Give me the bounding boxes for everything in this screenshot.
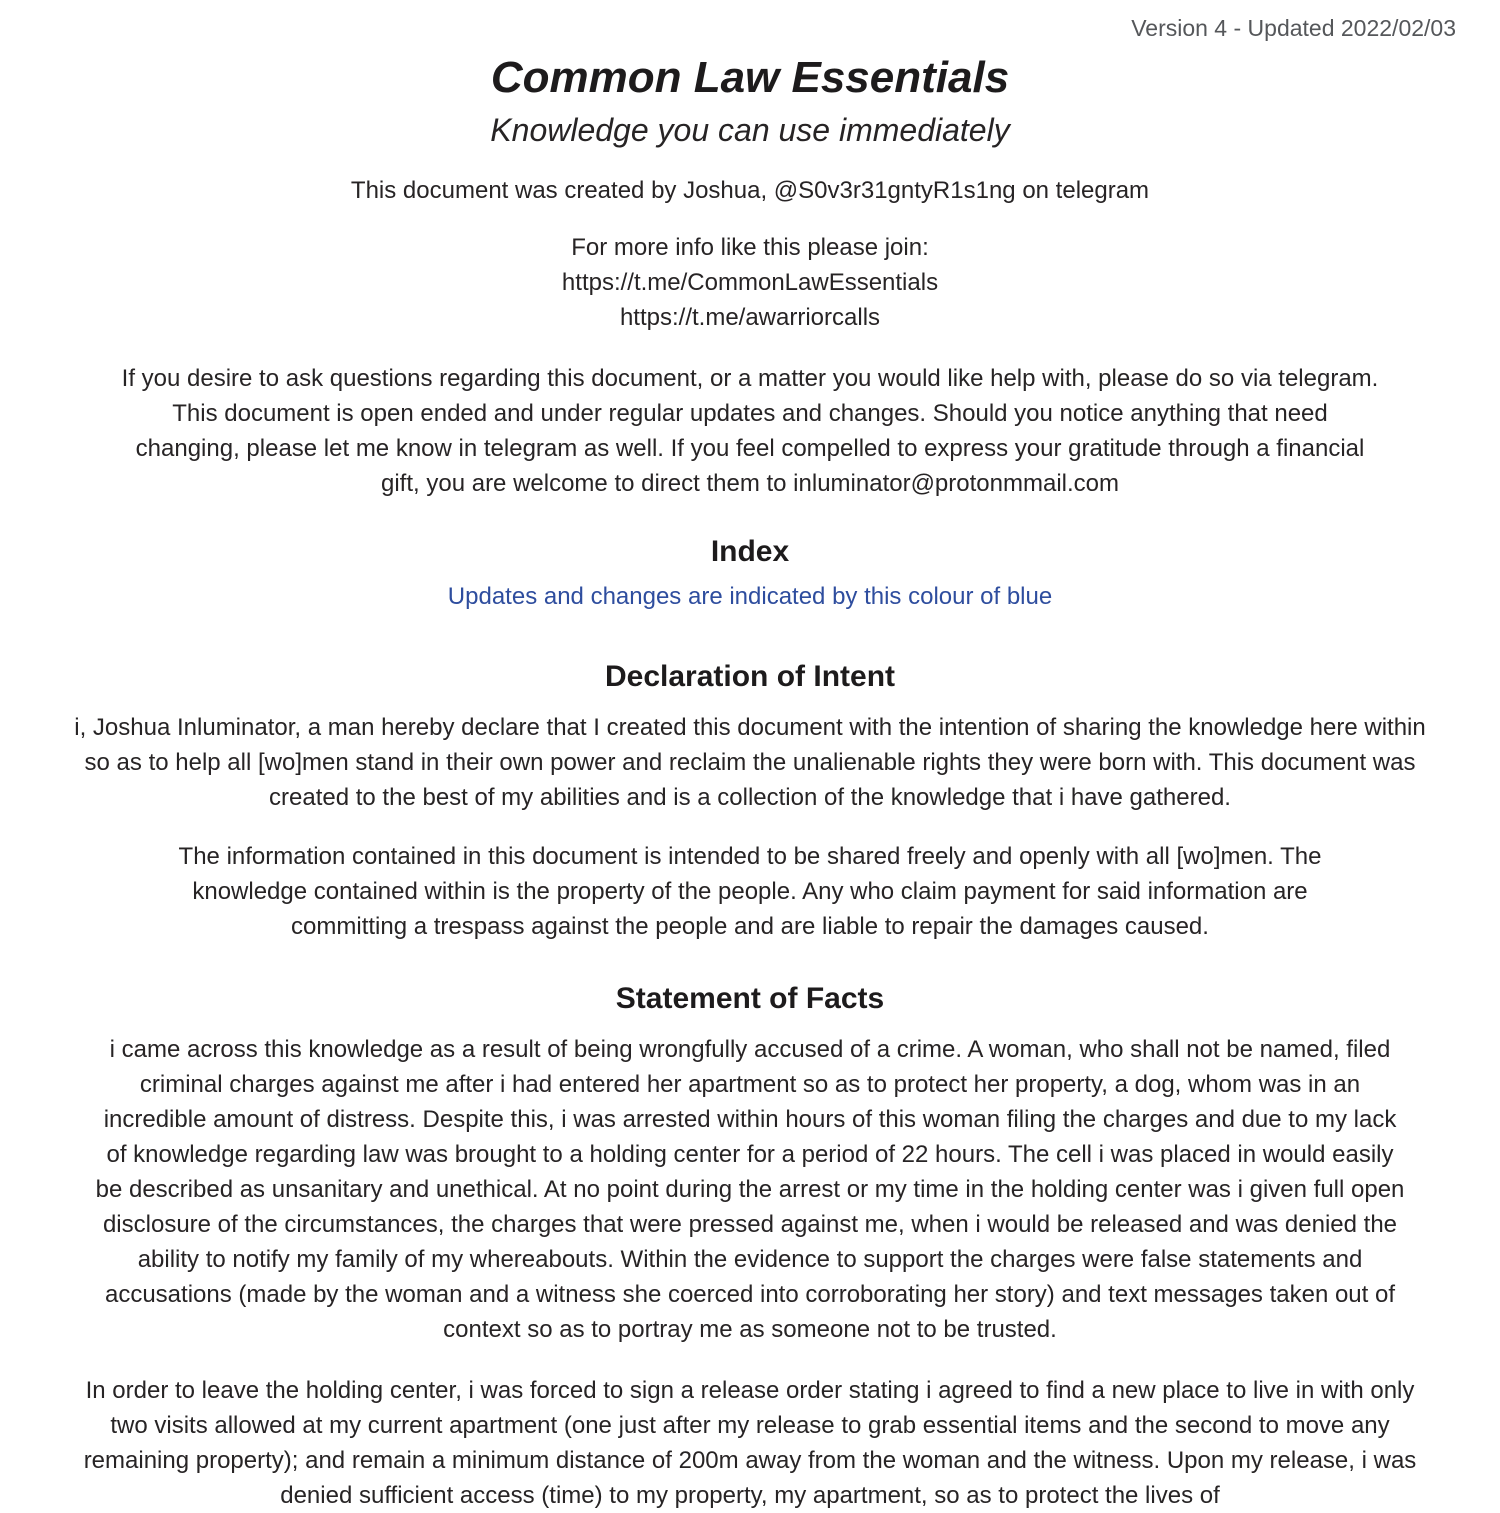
join-info-block bbox=[0, 230, 1500, 335]
statement-paragraph-1: i came across this knowledge as a result of being wrongfully accused of a crime. A woman, who shall not be named, filed criminal charges against me after i had entered her apartment so as to protect her property, a dog, whom was in an incredible amount of distress. Despite this, i was arrested within hours of this woman filing the charges and due to my lack of knowledge regarding law was brought to a holding center for a period of 22 hours. The cell i was placed in would easily be described as unsanitary and unethical. At no point during the arrest or my time in the holding center was i given full open disclosure of the circumstances, the charges that were pressed against me, when i would be released and was denied the ability to notify my family of my whereabouts. Within the evidence to support the charges were false statements and accusations (made by the woman and a witness she coerced into corroborating her story) and text messages taken out of context so as to portray me as someone not to be trusted. bbox=[95, 1036, 1405, 1343]
intro-paragraph: If you desire to ask questions regarding this document, or a matter you would like help with, please do so via telegram. This document is open ended and under regular updates and changes. Should you notice anything that need changing, please let me know in telegram as well. If you feel compelled to express your gratitude through a financial gift, you are welcome to direct them to inluminator@protonmmail.com bbox=[121, 365, 1379, 497]
telegram-link-common-law-essentials[interactable]: https://t.me/CommonLawEssentials bbox=[561, 269, 939, 296]
author-byline: This document was created by Joshua, @S0v3r31gntyR1s1ng on telegram bbox=[350, 177, 1150, 204]
declaration-of-intent-heading: Declaration of Intent bbox=[604, 660, 896, 693]
index-heading: Index bbox=[710, 535, 790, 568]
statement-paragraph-2: In order to leave the holding center, i was forced to sign a release order stating i agreed to find a new place to live in with only two visits allowed at my current apartment (one just after my release to grab essential items and the second to move any remaining property); and remain a minimum distance of 200m away from the woman and the witness. Upon my release, i was denied sufficient access (time) to my property, my apartment, so as to protect the lives of bbox=[83, 1377, 1417, 1509]
telegram-link-awarriorcalls[interactable]: https://t.me/awarriorcalls bbox=[619, 304, 881, 331]
index-update-note: Updates and changes are indicated by this colour of blue bbox=[447, 583, 1053, 610]
page-subtitle: Knowledge you can use immediately bbox=[490, 112, 1010, 148]
page-title: Common Law Essentials bbox=[490, 53, 1010, 102]
join-intro-text: For more info like this please join: bbox=[571, 234, 929, 261]
statement-of-facts-heading: Statement of Facts bbox=[615, 982, 885, 1015]
declaration-paragraph-2: The information contained in this document is intended to be shared freely and openly with all [wo]men. The knowledge contained within is the property of the people. Any who claim payment for said information are committing a trespass against the people and are liable to repair the damages caused. bbox=[178, 843, 1322, 940]
version-line: Version 4 - Updated 2022/02/03 bbox=[1131, 15, 1456, 41]
declaration-paragraph-1: i, Joshua Inluminator, a man hereby declare that I created this document with the intention of sharing the knowledge here within so as to help all [wo]men stand in their own power and reclaim the unalienable rights they were born with. This document was created to the best of my abilities and is a collection of the knowledge that i have gathered. bbox=[74, 714, 1426, 811]
